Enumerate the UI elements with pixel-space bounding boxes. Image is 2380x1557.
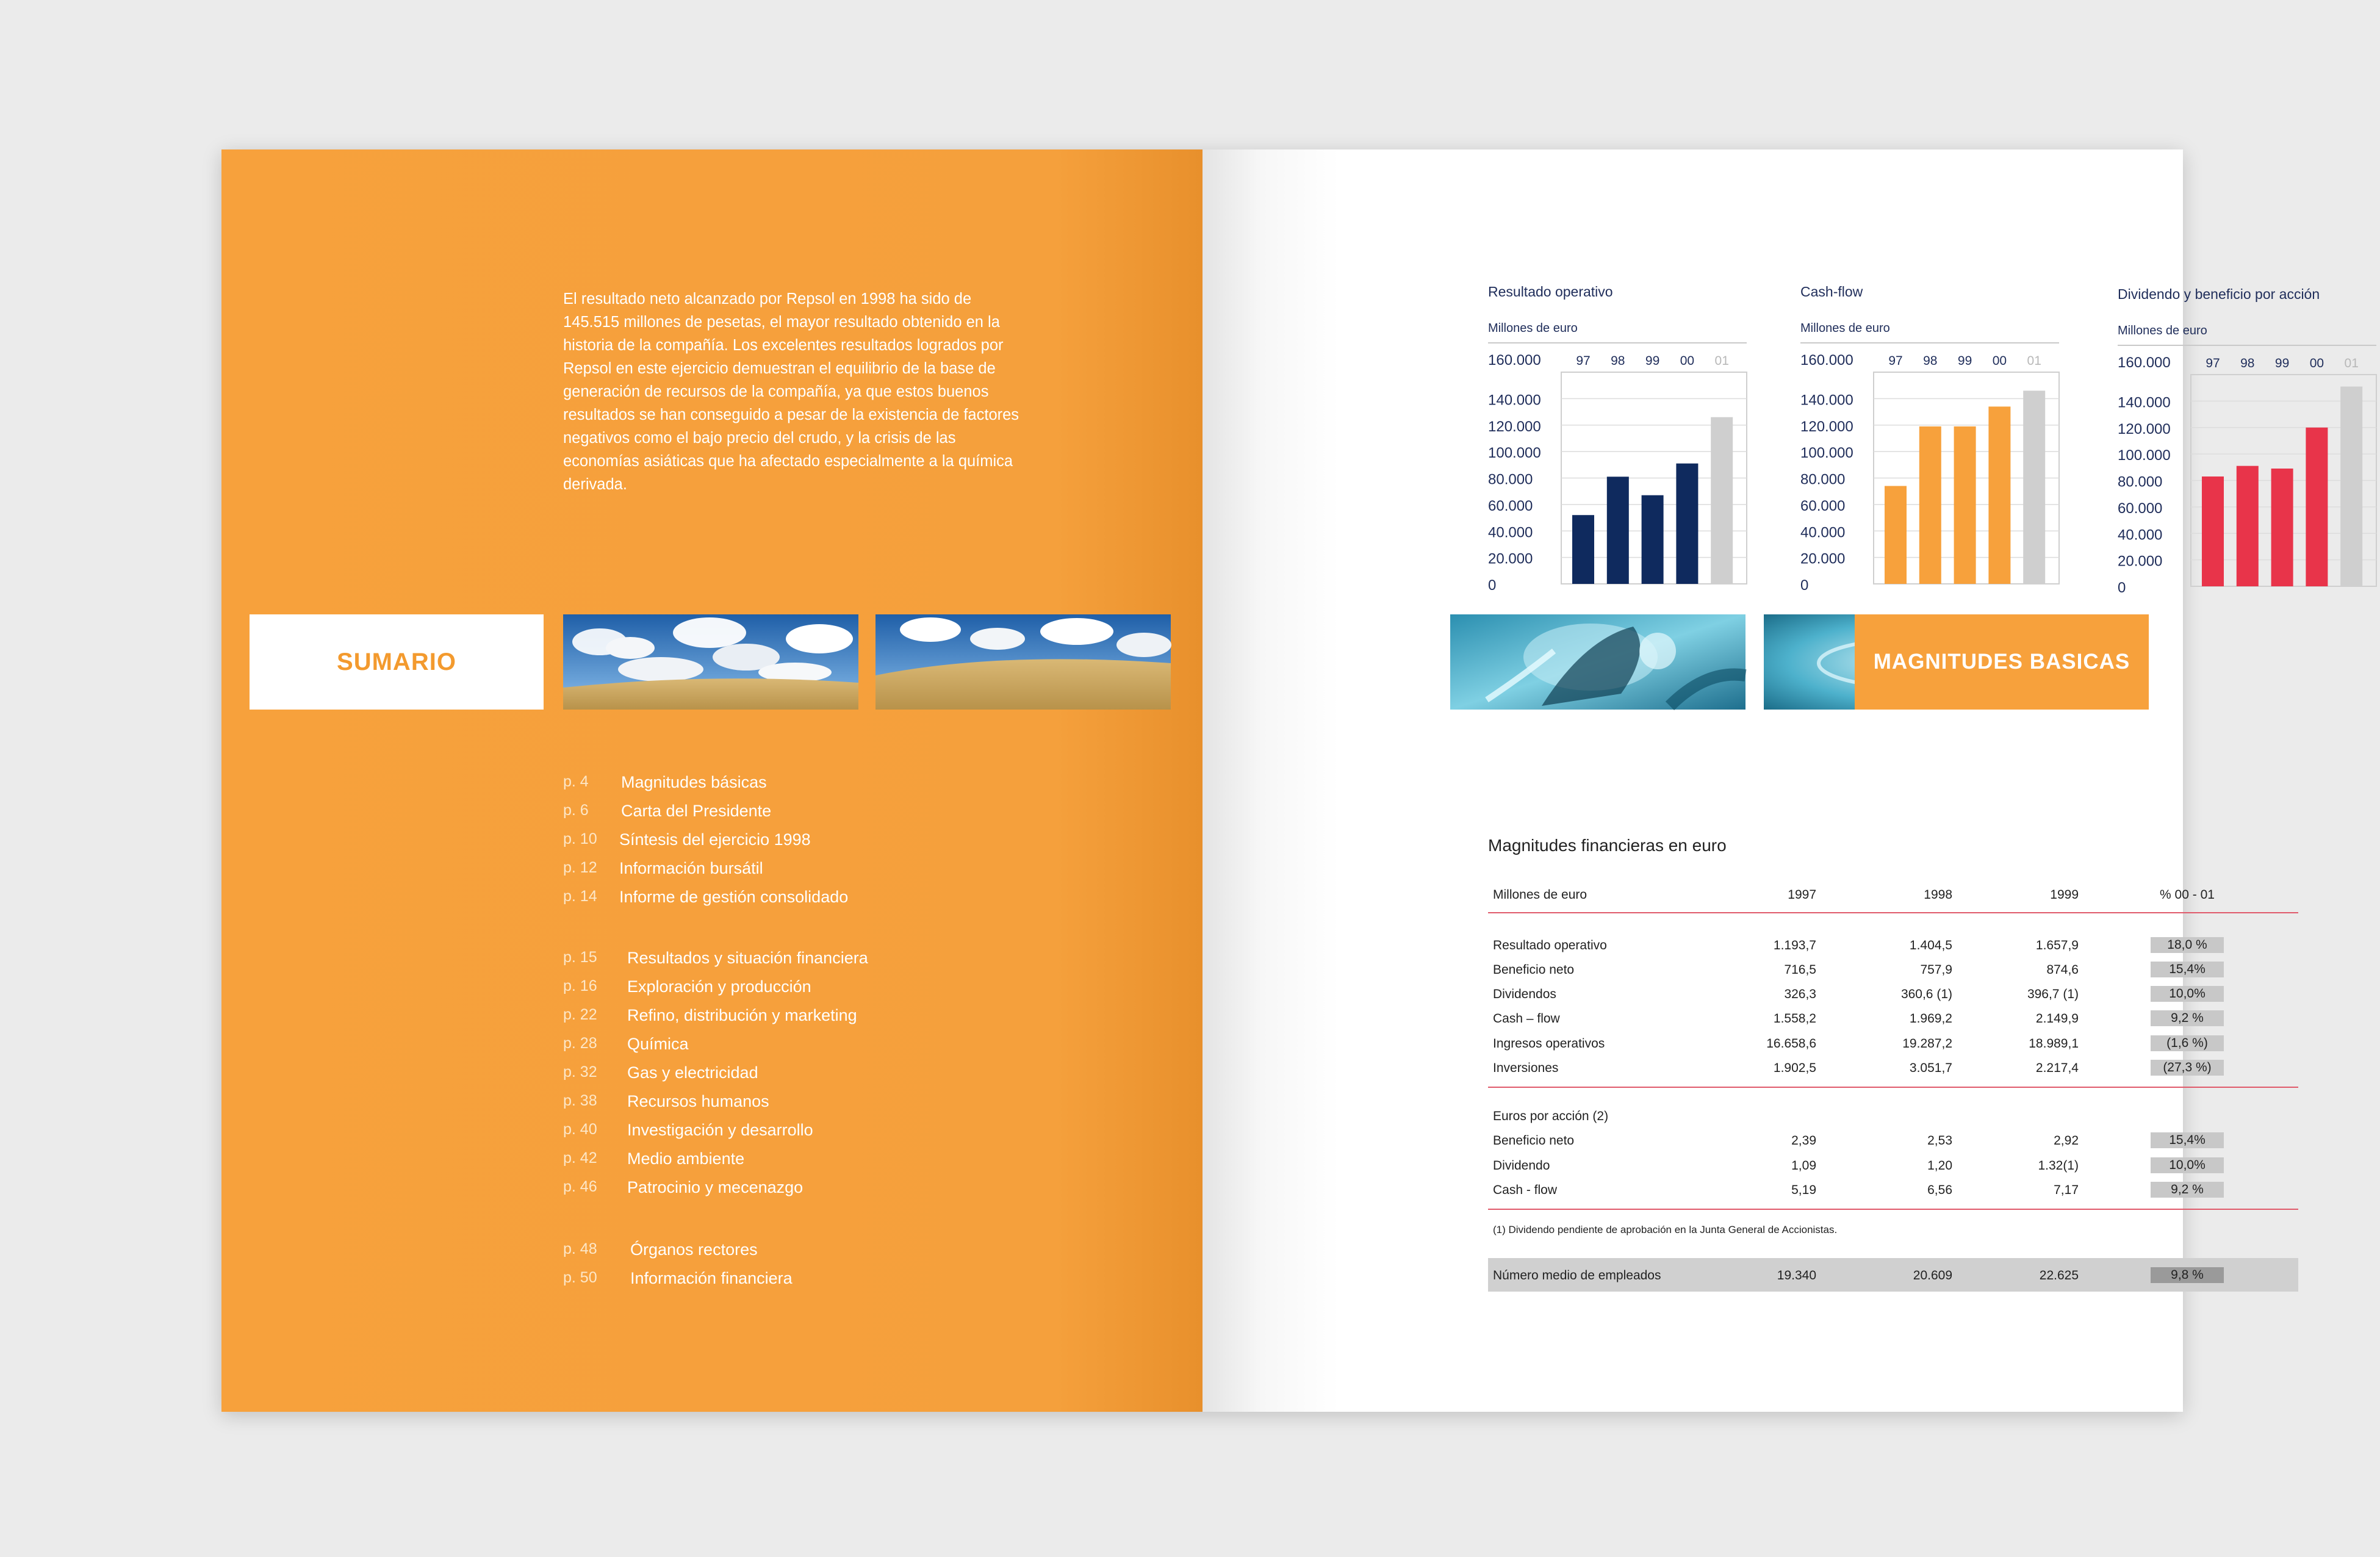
value-cell: 1.558,2: [1773, 1012, 1816, 1026]
chart-svg: [2118, 286, 2380, 597]
table-row: [1488, 1037, 2298, 1055]
table-row: [1488, 963, 2298, 981]
table-row: [1488, 1159, 2298, 1177]
bar: [1919, 426, 1941, 584]
toc-page-number: p. 14: [563, 888, 597, 905]
per-share-section-label: [1488, 1109, 2298, 1127]
y-tick-label: 80.000: [2118, 473, 2163, 491]
value-cell: 1998: [1924, 888, 1952, 902]
toc-item-title: Síntesis del ejercicio 1998: [619, 830, 811, 849]
toc-page-number: p. 42: [563, 1149, 597, 1167]
percent-change-cell: 9,2 %: [2151, 1182, 2224, 1198]
bar: [1711, 417, 1733, 584]
table-row: [1488, 1183, 2298, 1201]
y-tick-label: 80.000: [1800, 471, 1846, 488]
toc-item-title: Magnitudes básicas: [621, 773, 767, 791]
table-row: [1488, 1061, 2298, 1079]
toc-item-title: Exploración y producción: [627, 977, 811, 996]
chart-svg: [1488, 284, 1750, 595]
y-tick-label: 80.000: [1488, 471, 1533, 488]
value-cell: 19.340: [1777, 1268, 1816, 1282]
percent-change-cell: 15,4%: [2151, 1132, 2224, 1148]
financial-table-title: Magnitudes financieras en euro: [1488, 836, 1727, 855]
y-tick-label: 20.000: [1800, 550, 1846, 567]
chart-resultado-operativo: [1488, 284, 1750, 595]
row-label: Resultado operativo: [1493, 938, 1607, 952]
chart-title: Cash-flow: [1800, 284, 1863, 300]
value-cell: 716,5: [1784, 963, 1816, 977]
value-cell: 20.609: [1913, 1268, 1952, 1282]
chart-title: Dividendo y beneficio por acción: [2118, 286, 2320, 302]
left-page: [221, 149, 1203, 1412]
magnitudes-basicas-heading: MAGNITUDES BASICAS: [1855, 614, 2149, 710]
y-tick-label: 100.000: [2118, 447, 2171, 464]
bar: [2237, 466, 2259, 586]
chart-unit-label: Millones de euro: [1800, 322, 1890, 335]
toc-page-number: p. 46: [563, 1178, 597, 1195]
percent-change-cell: 10,0%: [2151, 1157, 2224, 1173]
employees-row: [1488, 1268, 2298, 1287]
teal-photo-1: [1450, 614, 1745, 710]
y-tick-label: 60.000: [1488, 497, 1533, 514]
value-cell: 19.287,2: [1902, 1037, 1952, 1051]
table-header-row: [1488, 888, 2298, 906]
toc-item-title: Información financiera: [630, 1269, 793, 1287]
toc-item-title: Investigación y desarrollo: [627, 1121, 813, 1139]
y-tick-label: 160.000: [1488, 352, 1541, 369]
row-label: Ingresos operativos: [1493, 1037, 1605, 1051]
y-tick-label: 60.000: [2118, 500, 2163, 517]
y-tick-label: 20.000: [1488, 550, 1533, 567]
sky-photo-1: [563, 614, 858, 710]
table-row: [1488, 1134, 2298, 1152]
bar: [1676, 464, 1698, 584]
table-divider: [1488, 912, 2298, 913]
bar: [1885, 486, 1907, 584]
value-cell: 7,17: [2054, 1183, 2079, 1197]
toc-item-title: Recursos humanos: [627, 1092, 769, 1110]
x-category-label: 01: [2344, 356, 2359, 370]
y-tick-label: 20.000: [2118, 553, 2163, 570]
value-cell: 1.193,7: [1773, 938, 1816, 952]
toc-page-number: p. 48: [563, 1240, 597, 1257]
bar: [2340, 387, 2362, 586]
table-row: [1488, 987, 2298, 1005]
bar: [1572, 515, 1594, 584]
value-cell: 16.658,6: [1766, 1037, 1816, 1051]
value-cell: 6,56: [1927, 1183, 1952, 1197]
y-tick-label: 100.000: [1800, 445, 1853, 462]
bar: [1607, 476, 1629, 584]
y-tick-label: 140.000: [1800, 392, 1853, 409]
x-category-label: 97: [1888, 354, 1903, 368]
x-category-label: 00: [2309, 356, 2324, 370]
x-category-label: 99: [1957, 354, 1972, 368]
value-cell: 1.969,2: [1909, 1012, 1952, 1026]
section-label: Euros por acción (2): [1493, 1109, 1609, 1123]
sumario-heading: SUMARIO: [250, 614, 544, 710]
percent-change-cell: (27,3 %): [2151, 1060, 2224, 1076]
y-tick-label: 100.000: [1488, 445, 1541, 462]
x-category-label: 99: [1645, 354, 1660, 368]
x-category-label: 00: [1992, 354, 2007, 368]
bar: [1988, 406, 2010, 584]
y-tick-label: 0: [1800, 577, 1809, 594]
row-label: Cash - flow: [1493, 1183, 1558, 1197]
toc-page-number: p. 22: [563, 1006, 597, 1023]
y-tick-label: 140.000: [1488, 392, 1541, 409]
value-cell: 360,6 (1): [1900, 987, 1952, 1001]
value-cell: 1.902,5: [1773, 1061, 1816, 1075]
row-label: Inversiones: [1493, 1061, 1559, 1075]
row-label: Dividendos: [1493, 987, 1556, 1001]
sky-photo-2: [875, 614, 1171, 710]
x-category-label: 01: [1714, 354, 1729, 368]
percent-change-cell: 15,4%: [2151, 962, 2224, 977]
row-label: Beneficio neto: [1493, 963, 1575, 977]
x-category-label: 98: [1923, 354, 1938, 368]
y-tick-label: 40.000: [2118, 527, 2163, 544]
value-cell: 1,09: [1791, 1159, 1816, 1173]
chart-unit-label: Millones de euro: [1488, 322, 1578, 335]
toc-page-number: p. 38: [563, 1092, 597, 1109]
percent-change-cell: (1,6 %): [2151, 1035, 2224, 1051]
x-category-label: 01: [2027, 354, 2041, 368]
y-tick-label: 160.000: [1800, 352, 1853, 369]
toc-item-title: Información bursátil: [619, 859, 763, 877]
value-cell: 2,39: [1791, 1134, 1816, 1148]
percent-change-cell: 10,0%: [2151, 986, 2224, 1002]
value-cell: 326,3: [1784, 987, 1816, 1001]
row-label: Dividendo: [1493, 1159, 1550, 1173]
y-tick-label: 140.000: [2118, 394, 2171, 411]
toc-page-number: p. 50: [563, 1269, 597, 1286]
chart-unit-label: Millones de euro: [2118, 324, 2207, 337]
value-cell: 1997: [1788, 888, 1816, 902]
value-cell: 1.32(1): [2038, 1159, 2079, 1173]
value-cell: 874,6: [2046, 963, 2079, 977]
percent-change-cell: 9,2 %: [2151, 1010, 2224, 1026]
value-cell: 5,19: [1791, 1183, 1816, 1197]
table-row: [1488, 938, 2298, 957]
value-cell: 22.625: [2039, 1268, 2079, 1282]
bar: [2271, 469, 2293, 586]
toc-item-title: Carta del Presidente: [621, 802, 772, 820]
bar: [2023, 390, 2045, 584]
value-cell: 1999: [2050, 888, 2079, 902]
toc-page-number: p. 6: [563, 802, 589, 819]
x-category-label: 98: [2240, 356, 2255, 370]
toc-page-number: p. 15: [563, 949, 597, 966]
table-divider: [1488, 1209, 2298, 1210]
y-tick-label: 0: [1488, 577, 1497, 594]
y-tick-label: 40.000: [1488, 524, 1533, 541]
toc-item-title: Química: [627, 1035, 689, 1053]
value-cell: 1.657,9: [2035, 938, 2079, 952]
value-cell: 1,20: [1927, 1159, 1952, 1173]
value-cell: 396,7 (1): [2027, 987, 2079, 1001]
bar: [1642, 495, 1664, 584]
row-label: Cash – flow: [1493, 1012, 1560, 1026]
y-tick-label: 60.000: [1800, 497, 1846, 514]
row-label: Número medio de empleados: [1493, 1268, 1661, 1282]
chart-dividendo-beneficio: [2118, 286, 2380, 597]
table-row: [1488, 1012, 2298, 1030]
value-cell: 3.051,7: [1909, 1061, 1952, 1075]
chart-svg: [1800, 284, 2063, 595]
value-cell: 757,9: [1920, 963, 1952, 977]
value-cell: 2.217,4: [2035, 1061, 2079, 1075]
toc-page-number: p. 12: [563, 859, 597, 876]
value-cell: 2,53: [1927, 1134, 1952, 1148]
chart-cash-flow: [1800, 284, 2063, 595]
toc-item-title: Patrocinio y mecenazgo: [627, 1178, 804, 1196]
toc-page-number: p. 4: [563, 773, 589, 790]
y-tick-label: 120.000: [2118, 420, 2171, 437]
y-tick-label: 40.000: [1800, 524, 1846, 541]
report-spread: [221, 149, 2359, 1412]
x-category-label: 00: [1680, 354, 1695, 368]
x-category-label: 98: [1611, 354, 1625, 368]
toc-item-title: Informe de gestión consolidado: [619, 888, 849, 906]
row-label: Beneficio neto: [1493, 1134, 1575, 1148]
toc-page-number: p. 10: [563, 830, 597, 847]
toc-item-title: Resultados y situación financiera: [627, 949, 868, 967]
percent-change-cell: 9,8 %: [2151, 1267, 2224, 1283]
x-category-label: 97: [1576, 354, 1591, 368]
footnote: (1) Dividendo pendiente de aprobación en la Junta General de Accionistas.: [1493, 1224, 1838, 1235]
x-category-label: 97: [2206, 356, 2220, 370]
y-tick-label: 0: [2118, 580, 2126, 596]
table-divider: [1488, 1087, 2298, 1088]
x-category-label: 99: [2274, 356, 2290, 370]
toc-item-title: Gas y electricidad: [627, 1063, 758, 1082]
toc-page-number: p. 40: [563, 1121, 597, 1138]
percent-change-cell: 18,0 %: [2151, 937, 2224, 953]
value-cell: 2,92: [2054, 1134, 2079, 1148]
toc-item-title: Medio ambiente: [627, 1149, 745, 1168]
toc-page-number: p. 32: [563, 1063, 597, 1081]
chart-title: Resultado operativo: [1488, 284, 1613, 300]
right-page: [1203, 149, 2359, 1412]
toc-item-title: Refino, distribución y marketing: [627, 1006, 857, 1024]
row-label: Millones de euro: [1493, 888, 1587, 902]
bar: [2306, 428, 2328, 586]
toc-page-number: p. 28: [563, 1035, 597, 1052]
value-cell: 18.989,1: [2029, 1037, 2079, 1051]
bar: [1954, 426, 1976, 584]
value-cell: 2.149,9: [2035, 1012, 2079, 1026]
y-tick-label: 120.000: [1488, 418, 1541, 435]
intro-paragraph: El resultado neto alcanzado por Repsol en 1998 ha sido de 145.515 millones de pesetas, el mayor resultado obtenido en la historia de la compañía. Los excelentes resultados logrados por Repsol en este ejercicio demuestran el equilibrio de la base de generación de recursos de la compañía, ya que estos buenos resultados se han conseguido a pesar de la existencia de factores negativos como el bajo precio del crudo, y la crisis de las economías asiáticas que ha afectado especialmente a la química derivada.: [563, 290, 1019, 493]
bar: [2202, 476, 2224, 586]
y-tick-label: 160.000: [2118, 354, 2171, 371]
toc-page-number: p. 16: [563, 977, 597, 994]
y-tick-label: 120.000: [1800, 418, 1853, 435]
percent-change-cell: % 00 - 01: [2160, 888, 2215, 902]
toc-item-title: Órganos rectores: [630, 1240, 758, 1259]
value-cell: 1.404,5: [1909, 938, 1952, 952]
